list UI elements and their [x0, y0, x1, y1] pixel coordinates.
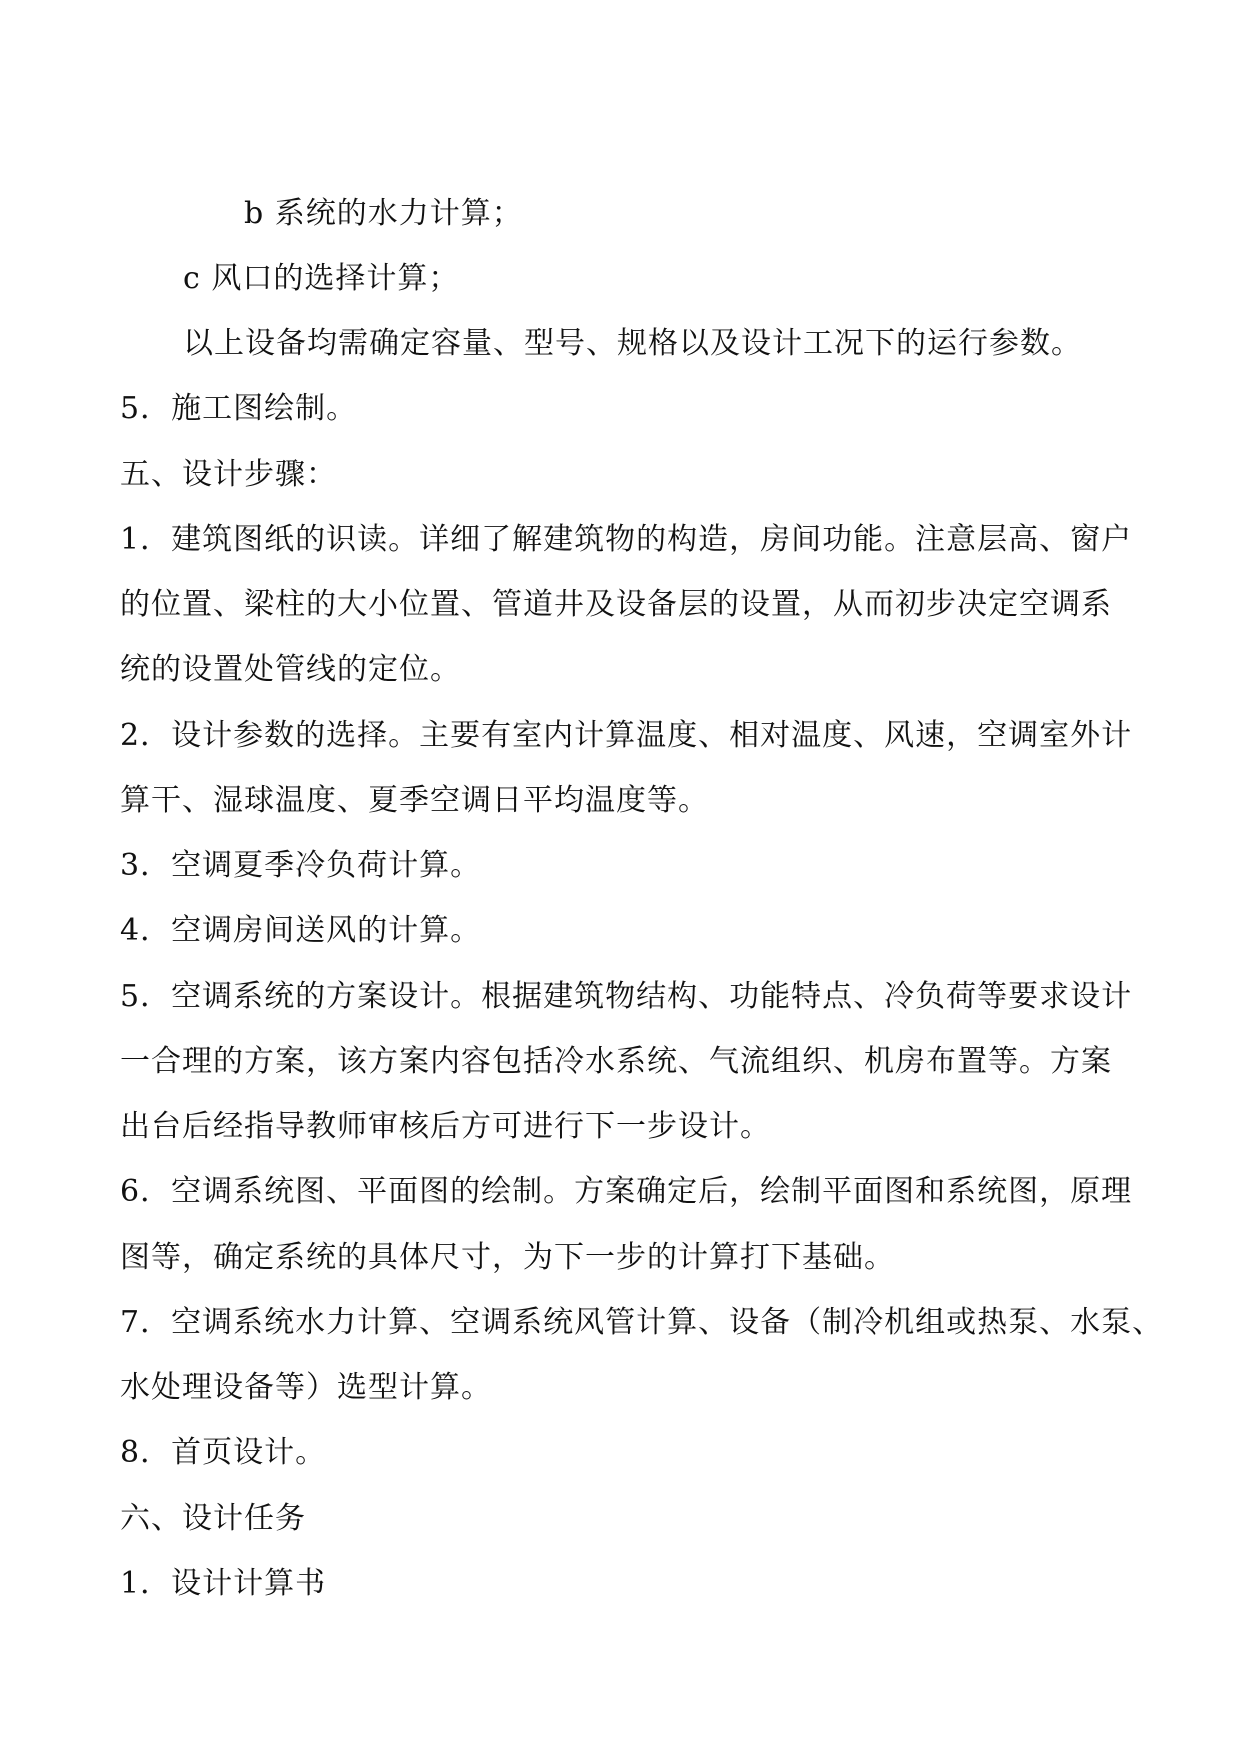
- step-1-line-2: 的位置、梁柱的大小位置、管道井及设备层的设置，从而初步决定空调系: [120, 587, 1112, 622]
- step-5-line-2: 一合理的方案，该方案内容包括冷水系统、气流组织、机房布置等。方案: [120, 1044, 1112, 1079]
- step-7-line-1: 7．空调系统水力计算、空调系统风管计算、设备（制冷机组或热泵、水泵、: [120, 1305, 1164, 1340]
- item-5-construction-drawing: 5．施工图绘制。: [120, 391, 358, 426]
- step-2-line-1: 2．设计参数的选择。主要有室内计算温度、相对温度、风速，空调室外计: [120, 718, 1133, 753]
- step-4: 4．空调房间送风的计算。: [120, 913, 482, 948]
- step-2-line-2: 算干、湿球温度、夏季空调日平均温度等。: [120, 783, 709, 818]
- section-heading-design-steps: 五、设计步骤：: [120, 457, 337, 492]
- step-1-line-1: 1．建筑图纸的识读。详细了解建筑物的构造，房间功能。注意层高、窗户: [120, 522, 1133, 557]
- equipment-note: 以上设备均需确定容量、型号、规格以及设计工况下的运行参数。: [183, 326, 1082, 361]
- section-heading-design-tasks: 六、设计任务: [120, 1501, 306, 1536]
- step-6-line-1: 6．空调系统图、平面图的绘制。方案确定后，绘制平面图和系统图，原理: [120, 1174, 1133, 1209]
- step-5-line-3: 出台后经指导教师审核后方可进行下一步设计。: [120, 1109, 771, 1144]
- step-6-line-2: 图等，确定系统的具体尺寸，为下一步的计算打下基础。: [120, 1240, 895, 1275]
- step-7-line-2: 水处理设备等）选型计算。: [120, 1370, 492, 1405]
- step-1-line-3: 统的设置处管线的定位。: [120, 652, 461, 687]
- step-8: 8．首页设计。: [120, 1435, 327, 1470]
- task-1-calculation-book: 1．设计计算书: [120, 1566, 327, 1601]
- step-3: 3．空调夏季冷负荷计算。: [120, 848, 482, 883]
- item-c-air-outlet-calc: c 风口的选择计算；: [183, 261, 460, 296]
- step-5-line-1: 5．空调系统的方案设计。根据建筑物结构、功能特点、冷负荷等要求设计: [120, 979, 1133, 1014]
- item-b-hydraulic-calc: b 系统的水力计算；: [244, 196, 523, 231]
